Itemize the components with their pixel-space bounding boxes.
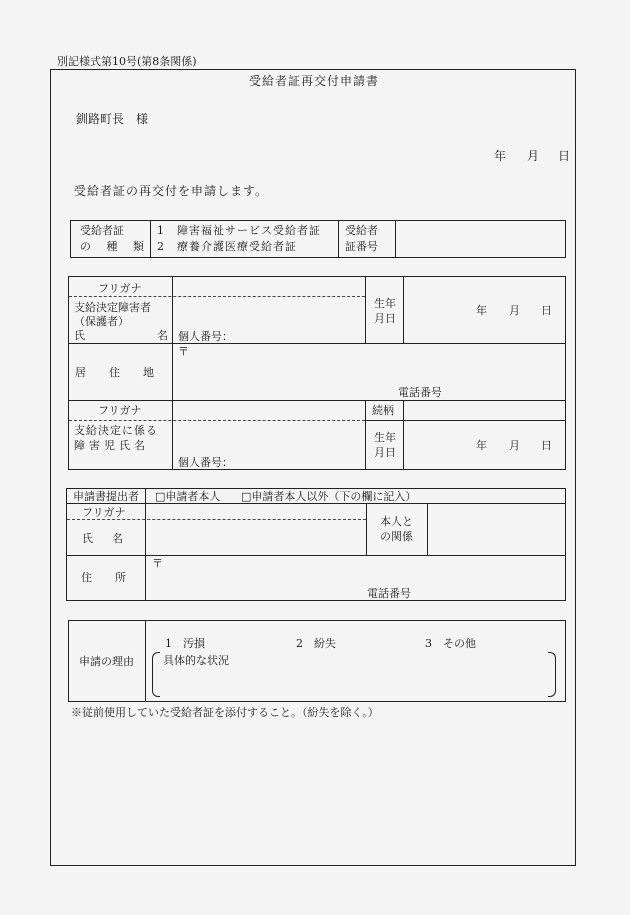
child-furigana-label: フリガナ xyxy=(98,404,142,417)
submitter-self-checkbox[interactable]: □申請者本人 xyxy=(155,490,221,503)
residence-postal-mark: 〒 xyxy=(178,345,189,358)
residence-phone-label: 電話番号 xyxy=(398,386,442,399)
submitter-address-field[interactable] xyxy=(146,570,565,584)
reason-option-other[interactable]: 3 その他 xyxy=(425,637,476,650)
submitter-relation-label-2: の関係 xyxy=(380,530,413,543)
holder-my-number-label: 個人番号： xyxy=(178,330,233,343)
cert-type-label-1: 受給者証 xyxy=(80,224,124,237)
holder-name-label-1: 氏 xyxy=(74,329,85,342)
holder-label-2: （保護者） xyxy=(74,315,129,328)
addressee: 釧路町長 様 xyxy=(76,112,149,126)
cert-type-label-2: の種類 xyxy=(80,240,144,253)
child-birth-month: 月 xyxy=(509,439,520,452)
holder-label-1: 支給決定障害者 xyxy=(74,301,151,314)
submitter-name-field[interactable] xyxy=(146,520,366,554)
child-name-field[interactable] xyxy=(173,421,365,451)
cert-type-option-1: 1 障害福祉サービス受給者証 xyxy=(157,224,321,237)
child-birth-year: 年 xyxy=(476,439,487,452)
reason-option-soiled[interactable]: 1 汚損 xyxy=(165,637,205,650)
reason-left-bracket xyxy=(152,652,160,697)
holder-birth-year: 年 xyxy=(476,304,487,317)
child-label-2: 障害児氏名 xyxy=(74,439,149,452)
reason-detail-label: 具体的な状況 xyxy=(163,654,229,667)
holder-birth-day: 日 xyxy=(541,304,552,317)
child-birth-label-1: 生年 xyxy=(374,431,396,444)
child-birth-day: 日 xyxy=(541,439,552,452)
cert-number-field[interactable] xyxy=(396,221,565,257)
holder-furigana-label: フリガナ xyxy=(98,282,142,295)
child-relation-field[interactable] xyxy=(404,401,565,419)
submitter-relation-field[interactable] xyxy=(428,504,565,554)
submitter-name-label: 氏 名 xyxy=(82,532,127,545)
form-title: 受給者証再交付申請書 xyxy=(249,74,380,88)
residence-field[interactable] xyxy=(173,360,565,380)
submitter-phone-label: 電話番号 xyxy=(367,587,411,600)
submitter-label: 申請書提出者 xyxy=(73,490,139,503)
reason-right-bracket xyxy=(548,652,556,697)
date-year-label: 年 xyxy=(494,149,507,163)
attachment-footnote: ※従前使用していた受給者証を添付すること。（紛失を除く。） xyxy=(71,706,379,719)
reason-option-lost[interactable]: 2 紛失 xyxy=(296,637,336,650)
submitter-other-checkbox[interactable]: □申請者本人以外（下の欄に記入） xyxy=(241,490,417,503)
child-my-number-label: 個人番号： xyxy=(178,456,233,469)
holder-name-label-2: 名 xyxy=(157,329,168,342)
holder-furigana-field[interactable] xyxy=(173,277,365,296)
reason-label: 申請の理由 xyxy=(79,655,134,668)
submitter-furigana-label: フリガナ xyxy=(82,506,126,519)
submitter-postal-mark: 〒 xyxy=(152,557,163,570)
child-relation-label: 続柄 xyxy=(372,404,394,417)
holder-birth-label-1: 生年 xyxy=(374,297,396,310)
reason-detail-field[interactable] xyxy=(163,670,543,694)
date-month-label: 月 xyxy=(527,149,540,163)
holder-name-field[interactable] xyxy=(173,297,365,327)
date-day-label: 日 xyxy=(558,149,571,163)
submitter-address-label: 住 所 xyxy=(81,571,132,584)
submitter-furigana-field[interactable] xyxy=(146,504,366,519)
cert-number-label-1: 受給者 xyxy=(345,224,378,237)
holder-birth-month: 月 xyxy=(509,304,520,317)
submitter-relation-label-1: 本人と xyxy=(380,515,413,528)
residence-label: 居 住 地 xyxy=(75,366,160,379)
child-label-1: 支給決定に係る xyxy=(74,424,158,437)
cert-type-option-2: 2 療養介護医療受給者証 xyxy=(157,240,297,253)
cert-number-label-2: 証番号 xyxy=(345,240,378,253)
request-statement: 受給者証の再交付を申請します。 xyxy=(74,184,269,198)
form-number-note: 別記様式第10号(第8条関係) xyxy=(57,55,197,68)
holder-birth-label-2: 月日 xyxy=(374,312,396,325)
child-birth-label-2: 月日 xyxy=(374,446,396,459)
